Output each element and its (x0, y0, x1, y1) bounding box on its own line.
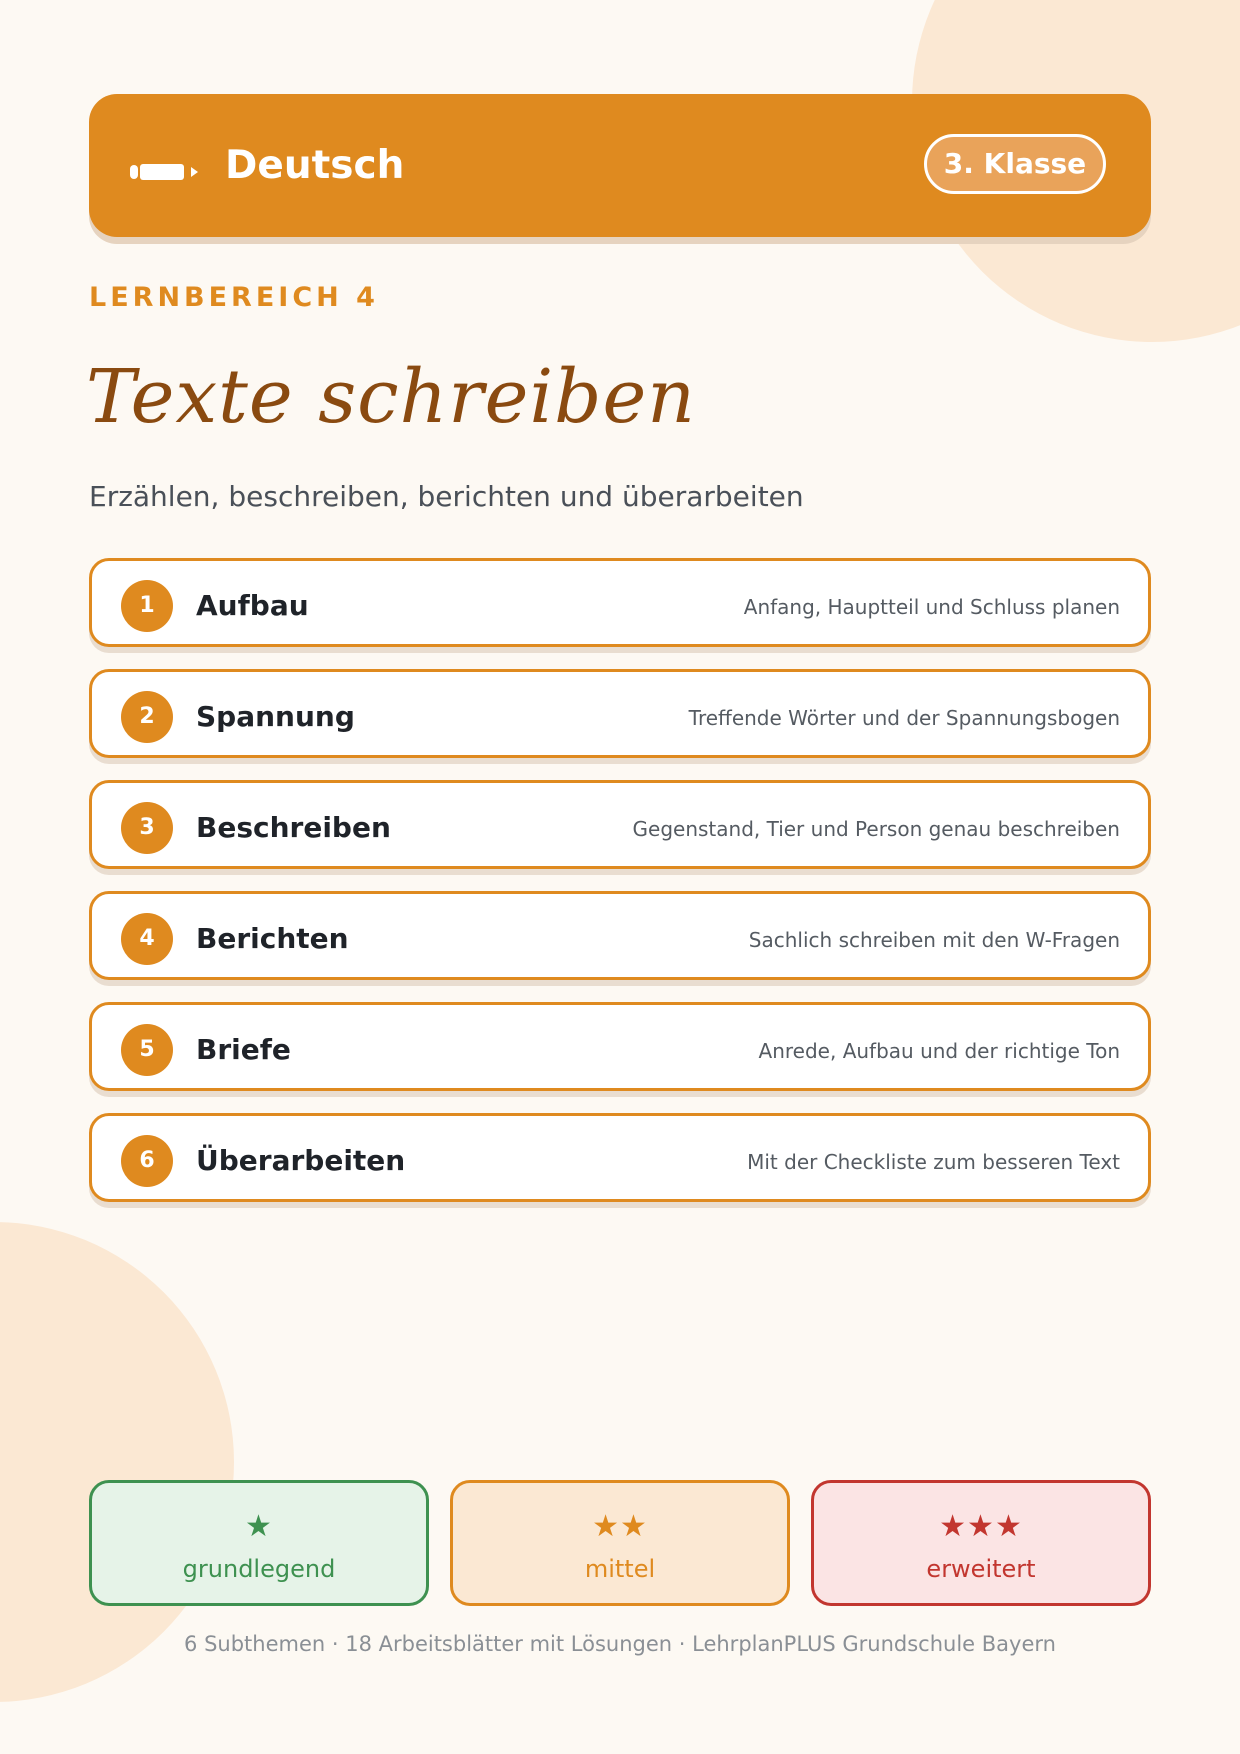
pencil-icon (130, 162, 200, 182)
header-banner (89, 94, 1151, 237)
topic-item-beschreiben (89, 780, 1151, 869)
page-subtitle: Erzählen, beschreiben, berichten und überarbeiten (89, 480, 804, 513)
topic-description: Gegenstand, Tier und Person genau beschreiben (632, 817, 1120, 841)
topic-item-aufbau (89, 558, 1151, 647)
topic-description: Sachlich schreiben mit den W-Fragen (748, 928, 1120, 952)
page-title: Texte schreiben (86, 354, 696, 440)
difficulty-legend (89, 1480, 1151, 1606)
level-card-advanced (811, 1480, 1151, 1606)
topic-description: Treffende Wörter und der Spannungsbogen (688, 706, 1120, 730)
star-icon: ★★ (592, 1509, 648, 1544)
topic-item-berichten (89, 891, 1151, 980)
level-label: erweitert (926, 1555, 1036, 1583)
star-icon: ★★★ (939, 1509, 1023, 1544)
topic-description: Anfang, Hauptteil und Schluss planen (743, 595, 1120, 619)
topic-number: 4 (121, 913, 173, 965)
topic-number: 6 (121, 1135, 173, 1187)
subject-title: Deutsch (225, 143, 405, 188)
level-label: grundlegend (182, 1555, 336, 1583)
topic-number: 1 (121, 580, 173, 632)
level-card-basic (89, 1480, 429, 1606)
level-label: mittel (584, 1555, 656, 1583)
topic-title: Spannung (196, 700, 355, 733)
topic-description: Mit der Checkliste zum besseren Text (747, 1150, 1120, 1174)
topic-number: 2 (121, 691, 173, 743)
topic-item-spannung (89, 669, 1151, 758)
topic-item-briefe (89, 1002, 1151, 1091)
decorative-circle-bottom-left (0, 1222, 234, 1702)
topic-number: 3 (121, 802, 173, 854)
topic-description: Anrede, Aufbau und der richtige Ton (758, 1039, 1120, 1063)
topic-list (89, 558, 1151, 1224)
star-icon: ★ (245, 1509, 273, 1544)
topic-title: Überarbeiten (196, 1144, 406, 1177)
topic-title: Aufbau (196, 589, 309, 622)
topic-number: 5 (121, 1024, 173, 1076)
level-card-medium (450, 1480, 790, 1606)
topic-item-ueberarbeiten (89, 1113, 1151, 1202)
topic-title: Berichten (196, 922, 349, 955)
topic-title: Briefe (196, 1033, 291, 1066)
topic-title: Beschreiben (196, 811, 391, 844)
section-label: LERNBEREICH 4 (89, 282, 379, 313)
grade-badge: 3. Klasse (924, 134, 1106, 194)
footer-info: 6 Subthemen · 18 Arbeitsblätter mit Lösungen · LehrplanPLUS Grundschule Bayern (184, 1632, 1056, 1656)
